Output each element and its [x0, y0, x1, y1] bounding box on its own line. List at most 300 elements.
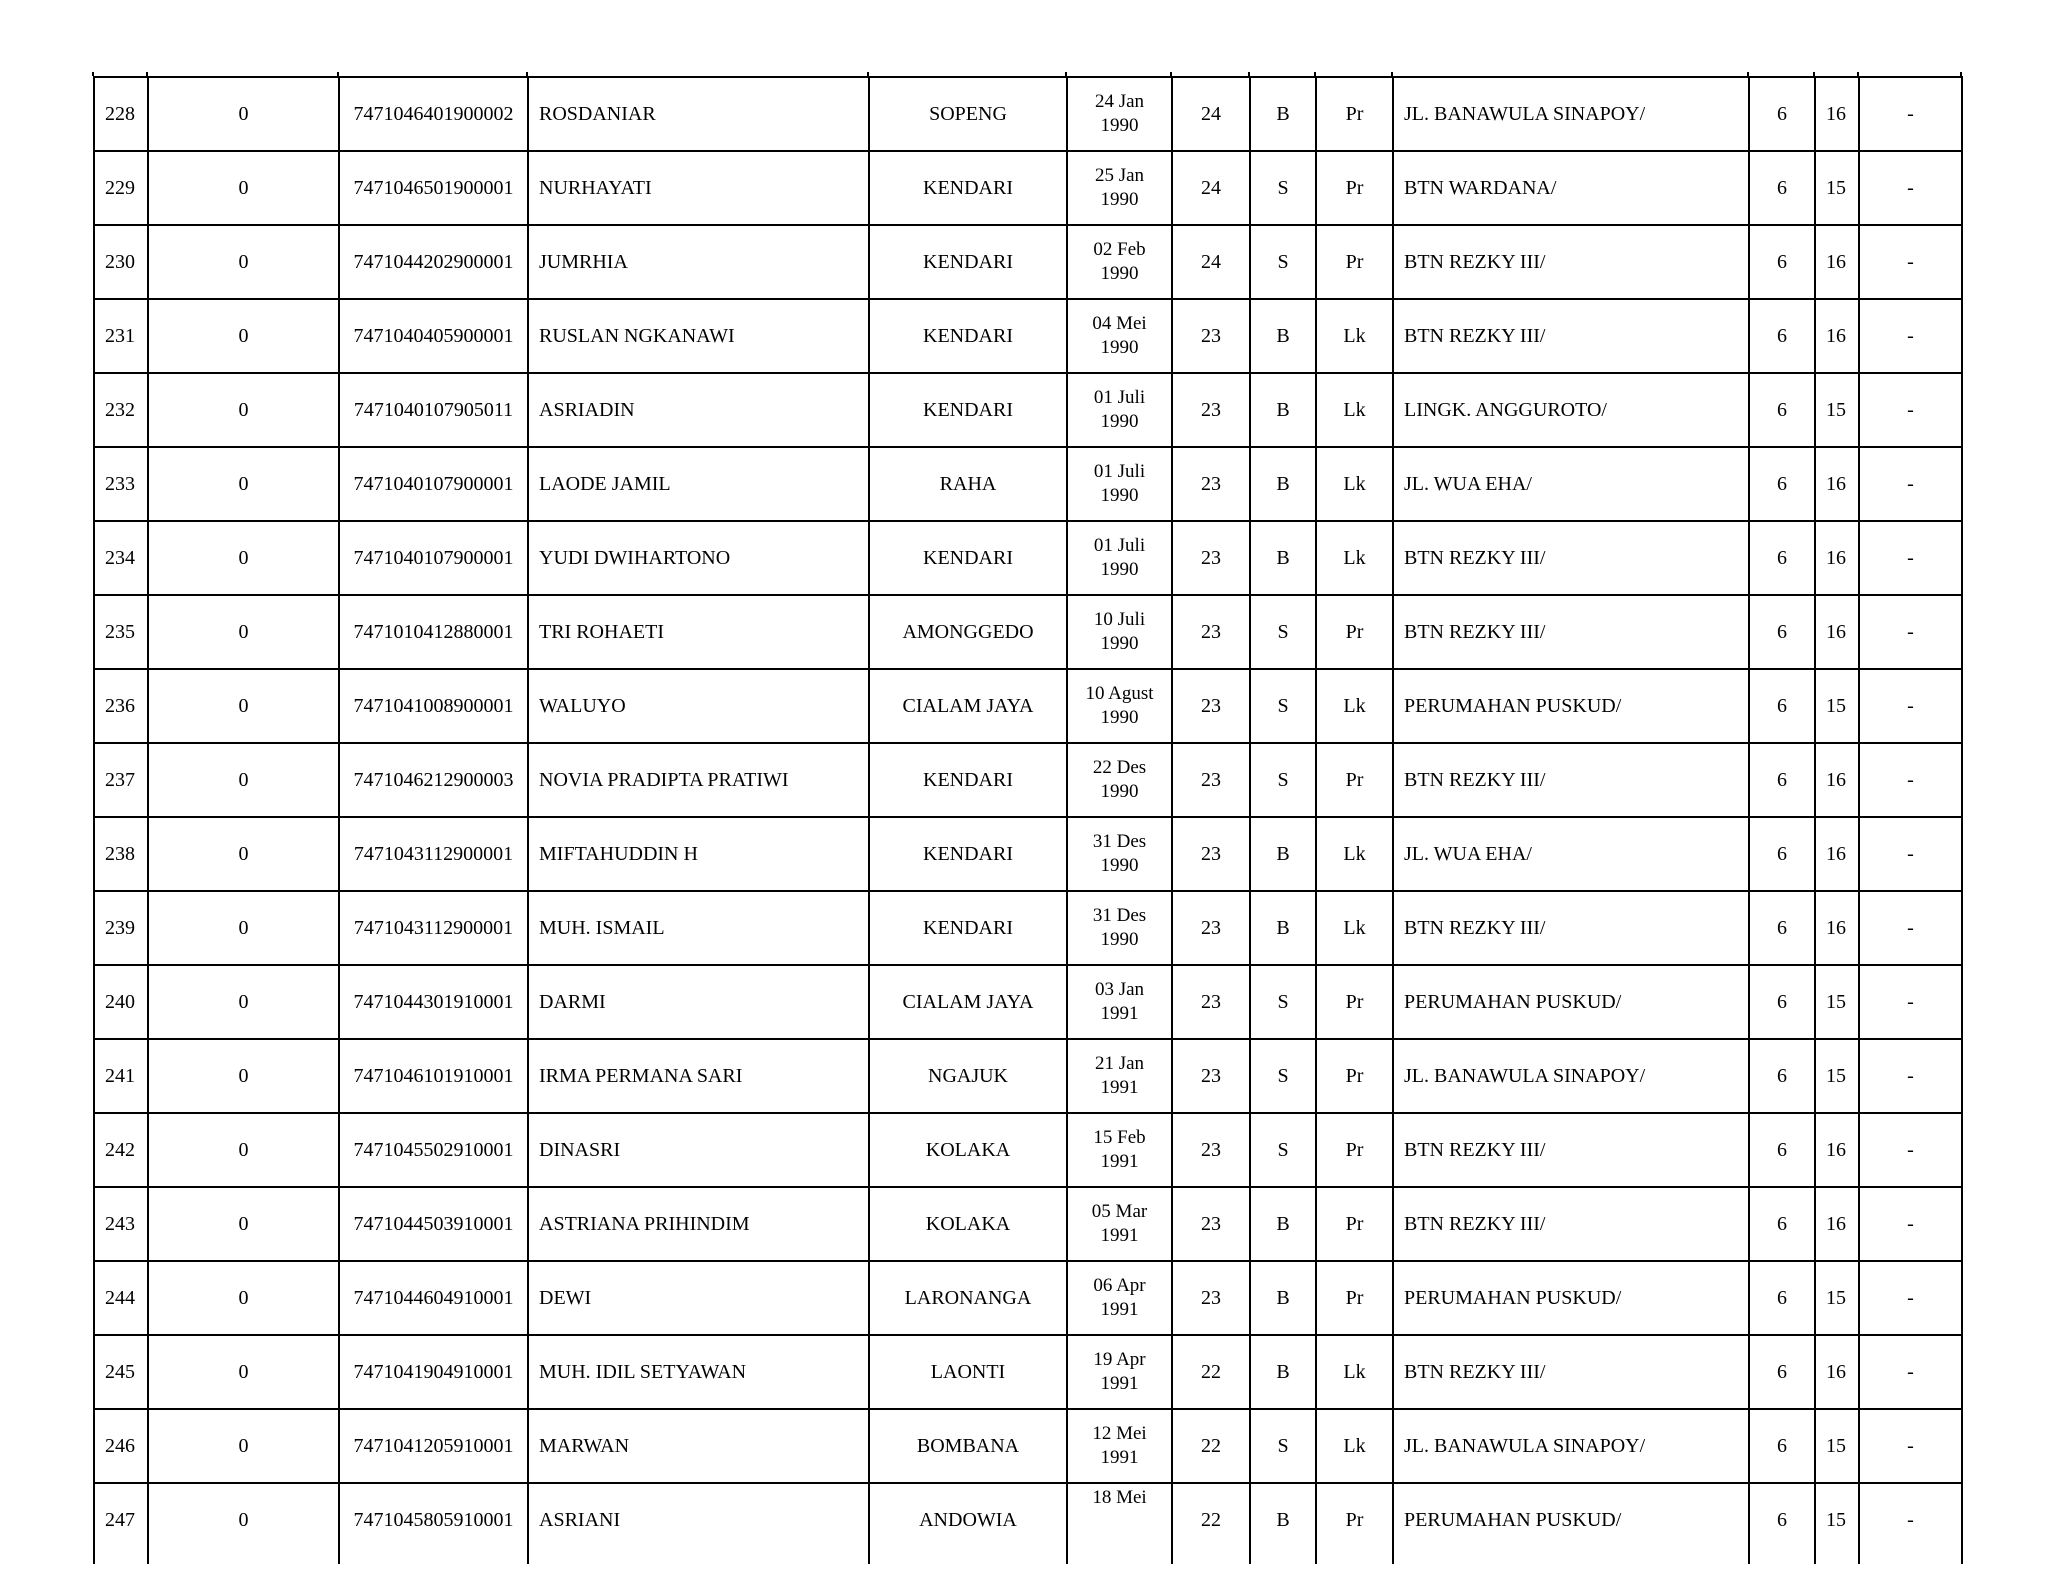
rt-cell: 6 [1749, 1261, 1815, 1335]
birthdate-year: 1990 [1100, 189, 1139, 210]
row-number-cell: 246 [94, 1409, 148, 1483]
birthdate-cell [1067, 1261, 1172, 1335]
birthdate-cell [1067, 447, 1172, 521]
rw-cell: 15 [1815, 669, 1859, 743]
sex-cell: Lk [1316, 669, 1393, 743]
birthdate-year: 1990 [1100, 781, 1139, 802]
birthdate-cell [1067, 1187, 1172, 1261]
rt-cell: 6 [1749, 225, 1815, 299]
table-row [94, 965, 1962, 1039]
marital-status-cell: S [1250, 669, 1316, 743]
sex-cell: Pr [1316, 1261, 1393, 1335]
address-cell: JL. WUA EHA/ [1393, 447, 1749, 521]
birthdate-year: 1990 [1100, 929, 1139, 950]
address-cell: JL. BANAWULA SINAPOY/ [1393, 77, 1749, 151]
rt-cell: 6 [1749, 77, 1815, 151]
rw-cell: 16 [1815, 743, 1859, 817]
sex-cell: Lk [1316, 299, 1393, 373]
address-cell: PERUMAHAN PUSKUD/ [1393, 1261, 1749, 1335]
marital-status-cell: B [1250, 1483, 1316, 1564]
marital-status-cell: B [1250, 299, 1316, 373]
age-cell: 23 [1172, 743, 1250, 817]
row-number-cell: 245 [94, 1335, 148, 1409]
name-cell: TRI ROHAETI [528, 595, 869, 669]
address-cell: BTN REZKY III/ [1393, 743, 1749, 817]
name-cell: MARWAN [528, 1409, 869, 1483]
zero-cell: 0 [148, 817, 339, 891]
age-cell: 23 [1172, 447, 1250, 521]
row-number-cell: 235 [94, 595, 148, 669]
birthdate-cell [1067, 1409, 1172, 1483]
birthplace-cell: ANDOWIA [869, 1483, 1067, 1564]
sex-cell: Pr [1316, 225, 1393, 299]
row-number-cell: 239 [94, 891, 148, 965]
remarks-cell: - [1859, 1483, 1962, 1564]
birthdate-cell [1067, 965, 1172, 1039]
sex-cell: Lk [1316, 447, 1393, 521]
column-tick [1813, 72, 1815, 76]
row-number-cell: 230 [94, 225, 148, 299]
birthplace-cell: KENDARI [869, 373, 1067, 447]
birthdate-cell [1067, 817, 1172, 891]
rt-cell: 6 [1749, 1187, 1815, 1261]
column-tick [1170, 72, 1172, 76]
nik-cell: 7471041904910001 [339, 1335, 528, 1409]
nik-cell: 7471045805910001 [339, 1483, 528, 1564]
row-number-cell: 243 [94, 1187, 148, 1261]
row-number-cell: 238 [94, 817, 148, 891]
birthplace-cell: BOMBANA [869, 1409, 1067, 1483]
name-cell: ROSDANIAR [528, 77, 869, 151]
rt-cell: 6 [1749, 151, 1815, 225]
table-row [94, 1113, 1962, 1187]
rw-cell: 15 [1815, 151, 1859, 225]
zero-cell: 0 [148, 225, 339, 299]
address-cell: PERUMAHAN PUSKUD/ [1393, 669, 1749, 743]
column-tick [867, 72, 869, 76]
zero-cell: 0 [148, 77, 339, 151]
table-row [94, 447, 1962, 521]
birthplace-cell: KENDARI [869, 521, 1067, 595]
table-row [94, 1335, 1962, 1409]
marital-status-cell: B [1250, 77, 1316, 151]
nik-cell: 7471044604910001 [339, 1261, 528, 1335]
remarks-cell: - [1859, 891, 1962, 965]
column-tick [1960, 72, 1962, 76]
address-cell: JL. BANAWULA SINAPOY/ [1393, 1409, 1749, 1483]
nik-cell: 7471044503910001 [339, 1187, 528, 1261]
birthplace-cell: AMONGGEDO [869, 595, 1067, 669]
column-tick [1857, 72, 1859, 76]
remarks-cell: - [1859, 1113, 1962, 1187]
nik-cell: 7471046501900001 [339, 151, 528, 225]
age-cell: 23 [1172, 1113, 1250, 1187]
birthplace-cell: LAONTI [869, 1335, 1067, 1409]
remarks-cell: - [1859, 1039, 1962, 1113]
name-cell: ASTRIANA PRIHINDIM [528, 1187, 869, 1261]
rt-cell: 6 [1749, 595, 1815, 669]
zero-cell: 0 [148, 1335, 339, 1409]
birthdate-day-month: 19 Apr [1093, 1349, 1146, 1370]
row-number-cell: 232 [94, 373, 148, 447]
marital-status-cell: B [1250, 521, 1316, 595]
birthdate-cell [1067, 1335, 1172, 1409]
name-cell: JUMRHIA [528, 225, 869, 299]
address-cell: JL. BANAWULA SINAPOY/ [1393, 1039, 1749, 1113]
rt-cell: 6 [1749, 669, 1815, 743]
zero-cell: 0 [148, 299, 339, 373]
nik-cell: 7471041205910001 [339, 1409, 528, 1483]
birthdate-year: 1991 [1100, 1003, 1139, 1024]
rt-cell: 6 [1749, 1409, 1815, 1483]
age-cell: 23 [1172, 1039, 1250, 1113]
row-number-cell: 236 [94, 669, 148, 743]
marital-status-cell: S [1250, 225, 1316, 299]
column-tick [1391, 72, 1393, 76]
table-row [94, 1039, 1962, 1113]
birthdate-cell [1067, 891, 1172, 965]
birthdate-day-month: 04 Mei [1092, 313, 1147, 334]
zero-cell: 0 [148, 373, 339, 447]
zero-cell: 0 [148, 1261, 339, 1335]
zero-cell: 0 [148, 743, 339, 817]
address-cell: BTN REZKY III/ [1393, 1187, 1749, 1261]
nik-cell: 7471041008900001 [339, 669, 528, 743]
zero-cell: 0 [148, 965, 339, 1039]
rw-cell: 16 [1815, 447, 1859, 521]
birthdate-cell [1067, 521, 1172, 595]
birthdate-cell [1067, 225, 1172, 299]
sex-cell: Lk [1316, 373, 1393, 447]
marital-status-cell: B [1250, 817, 1316, 891]
remarks-cell: - [1859, 1409, 1962, 1483]
birthdate-day-month: 31 Des [1092, 831, 1147, 852]
rt-cell: 6 [1749, 817, 1815, 891]
birthplace-cell: RAHA [869, 447, 1067, 521]
address-cell: BTN REZKY III/ [1393, 225, 1749, 299]
birthdate-year: 1990 [1100, 263, 1139, 284]
birthdate-cell [1067, 1039, 1172, 1113]
birthdate-year: 1991 [1100, 1447, 1139, 1468]
name-cell: ASRIANI [528, 1483, 869, 1564]
address-cell: LINGK. ANGGUROTO/ [1393, 373, 1749, 447]
birthdate-year: 1990 [1100, 411, 1139, 432]
birthplace-cell: CIALAM JAYA [869, 965, 1067, 1039]
birthdate-year: 1990 [1100, 115, 1139, 136]
column-tick [1248, 72, 1250, 76]
sex-cell: Pr [1316, 77, 1393, 151]
birthdate-year: 1990 [1100, 485, 1139, 506]
address-cell: BTN WARDANA/ [1393, 151, 1749, 225]
birthdate-day-month: 01 Juli [1093, 535, 1146, 556]
birthdate-day-month: 24 Jan [1094, 91, 1145, 112]
sex-cell: Pr [1316, 1187, 1393, 1261]
nik-cell: 7471040107900001 [339, 521, 528, 595]
remarks-cell: - [1859, 1187, 1962, 1261]
table-row [94, 1187, 1962, 1261]
nik-cell: 7471043112900001 [339, 891, 528, 965]
birthplace-cell: KENDARI [869, 817, 1067, 891]
rw-cell: 16 [1815, 817, 1859, 891]
address-cell: JL. WUA EHA/ [1393, 817, 1749, 891]
table-row [94, 521, 1962, 595]
name-cell: WALUYO [528, 669, 869, 743]
rw-cell: 15 [1815, 1039, 1859, 1113]
marital-status-cell: S [1250, 595, 1316, 669]
zero-cell: 0 [148, 1483, 339, 1564]
birthplace-cell: KOLAKA [869, 1187, 1067, 1261]
column-tick-marks [93, 72, 1961, 76]
birthdate-day-month: 01 Juli [1093, 387, 1146, 408]
marital-status-cell: S [1250, 743, 1316, 817]
birthdate-day-month: 05 Mar [1091, 1201, 1148, 1222]
zero-cell: 0 [148, 447, 339, 521]
row-number-cell: 233 [94, 447, 148, 521]
rt-cell: 6 [1749, 521, 1815, 595]
marital-status-cell: S [1250, 151, 1316, 225]
age-cell: 23 [1172, 891, 1250, 965]
table-row [94, 77, 1962, 151]
sex-cell: Lk [1316, 891, 1393, 965]
remarks-cell: - [1859, 521, 1962, 595]
birthdate-day-month: 10 Agust [1085, 683, 1154, 704]
age-cell: 22 [1172, 1483, 1250, 1564]
name-cell: MUH. IDIL SETYAWAN [528, 1335, 869, 1409]
birthdate-day-month: 10 Juli [1093, 609, 1146, 630]
address-cell: BTN REZKY III/ [1393, 299, 1749, 373]
row-number-cell: 229 [94, 151, 148, 225]
table-row [94, 151, 1962, 225]
marital-status-cell: S [1250, 965, 1316, 1039]
zero-cell: 0 [148, 891, 339, 965]
rt-cell: 6 [1749, 743, 1815, 817]
marital-status-cell: B [1250, 1187, 1316, 1261]
zero-cell: 0 [148, 1039, 339, 1113]
rt-cell: 6 [1749, 965, 1815, 1039]
birthplace-cell: KENDARI [869, 299, 1067, 373]
rw-cell: 16 [1815, 1113, 1859, 1187]
marital-status-cell: B [1250, 1261, 1316, 1335]
remarks-cell: - [1859, 373, 1962, 447]
row-number-cell: 240 [94, 965, 148, 1039]
age-cell: 22 [1172, 1335, 1250, 1409]
nik-cell: 7471040405900001 [339, 299, 528, 373]
marital-status-cell: S [1250, 1409, 1316, 1483]
age-cell: 22 [1172, 1409, 1250, 1483]
birthdate-cell [1067, 299, 1172, 373]
zero-cell: 0 [148, 1409, 339, 1483]
rw-cell: 16 [1815, 1187, 1859, 1261]
age-cell: 24 [1172, 225, 1250, 299]
table-row [94, 299, 1962, 373]
birthdate-cell [1067, 669, 1172, 743]
birthplace-cell: KOLAKA [869, 1113, 1067, 1187]
rw-cell: 15 [1815, 1483, 1859, 1564]
sex-cell: Lk [1316, 521, 1393, 595]
marital-status-cell: S [1250, 1113, 1316, 1187]
sex-cell: Pr [1316, 743, 1393, 817]
name-cell: RUSLAN NGKANAWI [528, 299, 869, 373]
zero-cell: 0 [148, 669, 339, 743]
rw-cell: 16 [1815, 521, 1859, 595]
address-cell: BTN REZKY III/ [1393, 891, 1749, 965]
remarks-cell: - [1859, 595, 1962, 669]
birthdate-day-month: 02 Feb [1093, 239, 1146, 260]
birthdate-day-month: 12 Mei [1092, 1423, 1147, 1444]
resident-table-page [93, 76, 1963, 1564]
remarks-cell: - [1859, 447, 1962, 521]
nik-cell: 7471045502910001 [339, 1113, 528, 1187]
column-tick [92, 72, 94, 76]
nik-cell: 7471044202900001 [339, 225, 528, 299]
birthdate-year: 1990 [1100, 559, 1139, 580]
table-row [94, 891, 1962, 965]
birthdate-year: 1991 [1100, 1299, 1139, 1320]
address-cell: BTN REZKY III/ [1393, 595, 1749, 669]
column-tick [1747, 72, 1749, 76]
birthdate-year: 1990 [1100, 633, 1139, 654]
rw-cell: 15 [1815, 965, 1859, 1039]
rt-cell: 6 [1749, 1483, 1815, 1564]
nik-cell: 7471010412880001 [339, 595, 528, 669]
marital-status-cell: B [1250, 373, 1316, 447]
rt-cell: 6 [1749, 1039, 1815, 1113]
age-cell: 23 [1172, 595, 1250, 669]
name-cell: DEWI [528, 1261, 869, 1335]
birthdate-year: 1990 [1100, 707, 1139, 728]
name-cell: DARMI [528, 965, 869, 1039]
birthplace-cell: CIALAM JAYA [869, 669, 1067, 743]
column-tick [526, 72, 528, 76]
name-cell: MIFTAHUDDIN H [528, 817, 869, 891]
nik-cell: 7471043112900001 [339, 817, 528, 891]
age-cell: 23 [1172, 521, 1250, 595]
nik-cell: 7471046101910001 [339, 1039, 528, 1113]
birthdate-year: 1990 [1100, 855, 1139, 876]
birthplace-cell: LARONANGA [869, 1261, 1067, 1335]
address-cell: PERUMAHAN PUSKUD/ [1393, 965, 1749, 1039]
rw-cell: 16 [1815, 77, 1859, 151]
birthplace-cell: NGAJUK [869, 1039, 1067, 1113]
remarks-cell: - [1859, 1335, 1962, 1409]
birthdate-day-month: 31 Des [1092, 905, 1147, 926]
birthdate-day-month: 22 Des [1092, 757, 1147, 778]
row-number-cell: 241 [94, 1039, 148, 1113]
birthdate-year: 1990 [1100, 337, 1139, 358]
nik-cell: 7471040107900001 [339, 447, 528, 521]
rw-cell: 16 [1815, 225, 1859, 299]
marital-status-cell: S [1250, 1039, 1316, 1113]
table-row [94, 595, 1962, 669]
age-cell: 23 [1172, 1261, 1250, 1335]
age-cell: 23 [1172, 817, 1250, 891]
zero-cell: 0 [148, 1113, 339, 1187]
table-row [94, 1261, 1962, 1335]
table-row [94, 669, 1962, 743]
birthdate-cell [1067, 595, 1172, 669]
name-cell: DINASRI [528, 1113, 869, 1187]
rt-cell: 6 [1749, 891, 1815, 965]
marital-status-cell: B [1250, 1335, 1316, 1409]
remarks-cell: - [1859, 965, 1962, 1039]
name-cell: MUH. ISMAIL [528, 891, 869, 965]
sex-cell: Pr [1316, 1039, 1393, 1113]
nik-cell: 7471046401900002 [339, 77, 528, 151]
birthdate-cell [1067, 77, 1172, 151]
remarks-cell: - [1859, 817, 1962, 891]
nik-cell: 7471046212900003 [339, 743, 528, 817]
birthdate-cell [1067, 743, 1172, 817]
remarks-cell: - [1859, 77, 1962, 151]
age-cell: 23 [1172, 1187, 1250, 1261]
age-cell: 24 [1172, 77, 1250, 151]
name-cell: ASRIADIN [528, 373, 869, 447]
rt-cell: 6 [1749, 447, 1815, 521]
birthdate-day-month: 01 Juli [1093, 461, 1146, 482]
birthdate-year: 1991 [1100, 1151, 1139, 1172]
column-tick [1314, 72, 1316, 76]
address-cell: BTN REZKY III/ [1393, 521, 1749, 595]
birthdate-year: 1991 [1100, 1373, 1139, 1394]
zero-cell: 0 [148, 521, 339, 595]
sex-cell: Lk [1316, 1409, 1393, 1483]
remarks-cell: - [1859, 743, 1962, 817]
remarks-cell: - [1859, 1261, 1962, 1335]
address-cell: PERUMAHAN PUSKUD/ [1393, 1483, 1749, 1564]
marital-status-cell: B [1250, 447, 1316, 521]
nik-cell: 7471044301910001 [339, 965, 528, 1039]
rw-cell: 16 [1815, 1335, 1859, 1409]
table-row [94, 225, 1962, 299]
rw-cell: 16 [1815, 299, 1859, 373]
birthplace-cell: KENDARI [869, 151, 1067, 225]
birthplace-cell: KENDARI [869, 743, 1067, 817]
birthdate-day-month: 25 Jan [1094, 165, 1145, 186]
zero-cell: 0 [148, 151, 339, 225]
row-number-cell: 234 [94, 521, 148, 595]
name-cell: IRMA PERMANA SARI [528, 1039, 869, 1113]
table-row-partial [94, 1483, 1962, 1564]
sex-cell: Pr [1316, 1483, 1393, 1564]
table-row [94, 373, 1962, 447]
birthdate-day-month: 15 Feb [1093, 1127, 1146, 1148]
age-cell: 23 [1172, 373, 1250, 447]
row-number-cell: 242 [94, 1113, 148, 1187]
row-number-cell: 247 [94, 1483, 148, 1564]
birthdate-cell [1067, 151, 1172, 225]
birthplace-cell: SOPENG [869, 77, 1067, 151]
rw-cell: 15 [1815, 1409, 1859, 1483]
rw-cell: 15 [1815, 373, 1859, 447]
sex-cell: Pr [1316, 1113, 1393, 1187]
sex-cell: Lk [1316, 1335, 1393, 1409]
table-row [94, 817, 1962, 891]
name-cell: NURHAYATI [528, 151, 869, 225]
sex-cell: Lk [1316, 817, 1393, 891]
birthdate-cell [1067, 373, 1172, 447]
birthdate-day-month: 06 Apr [1093, 1275, 1146, 1296]
rw-cell: 15 [1815, 1261, 1859, 1335]
address-cell: BTN REZKY III/ [1393, 1113, 1749, 1187]
sex-cell: Pr [1316, 595, 1393, 669]
row-number-cell: 244 [94, 1261, 148, 1335]
age-cell: 24 [1172, 151, 1250, 225]
age-cell: 23 [1172, 965, 1250, 1039]
age-cell: 23 [1172, 299, 1250, 373]
zero-cell: 0 [148, 595, 339, 669]
rt-cell: 6 [1749, 373, 1815, 447]
name-cell: NOVIA PRADIPTA PRATIWI [528, 743, 869, 817]
